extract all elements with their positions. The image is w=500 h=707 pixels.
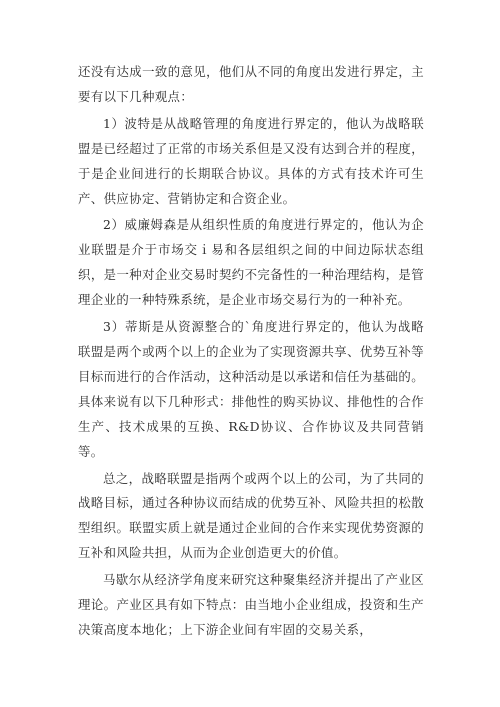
paragraph-summary: 总之，战略联盟是指两个或两个以上的公司，为了共同的战略目标，通过各种协议而结成的优势互补、风险共担的松散型组织。联盟实质上就是通过企业间的合作来实现优势资源的互补和风险共担，从而为企业创造更大的价值。 [78,470,424,561]
paragraph-porter-view: 1）波特是从战略管理的角度进行界定的，他认为战略联盟是已经超过了正常的市场关系但是又没有达到合并的程度，于是企业间进行的长期联合协议。具体的方式有技术许可生产、供应协定、营销协定和合资企业。 [78,115,424,206]
paragraph-williamson-view: 2）威廉姆森是从组织性质的角度进行界定的，他认为企业联盟是介于市场交ｉ易和各层组织之间的中间边际状态组织，是一种对企业交易时契约不完备性的一种治理结构，是管理企业的一种特殊系统，是企业市场交易行为的一种补充。 [78,217,424,308]
paragraph-intro-continuation: 还没有达成一致的意见，他们从不同的角度出发进行界定，主要有以下几种观点： [78,64,424,104]
paragraph-marshall-industrial-district: 马歇尔从经济学角度来研究这种聚集经济并提出了产业区理论。产业区具有如下特点：由当地小企业组成，投资和生产决策高度本地化；上下游企业间有牢固的交易关系， [78,572,424,637]
paragraph-teece-view: 3）蒂斯是从资源整合的`角度进行界定的，他认为战略联盟是两个或两个以上的企业为了实现资源共享、优势互补等目标而进行的合作活动，这种活动是以承诺和信任为基础的。具体来说有以下几种形式：排他性的购买协议、排他性的合作生产、技术成果的互换、R&D协议、合作协议及共同营销等。 [78,319,424,459]
body-text [78,60,424,645]
